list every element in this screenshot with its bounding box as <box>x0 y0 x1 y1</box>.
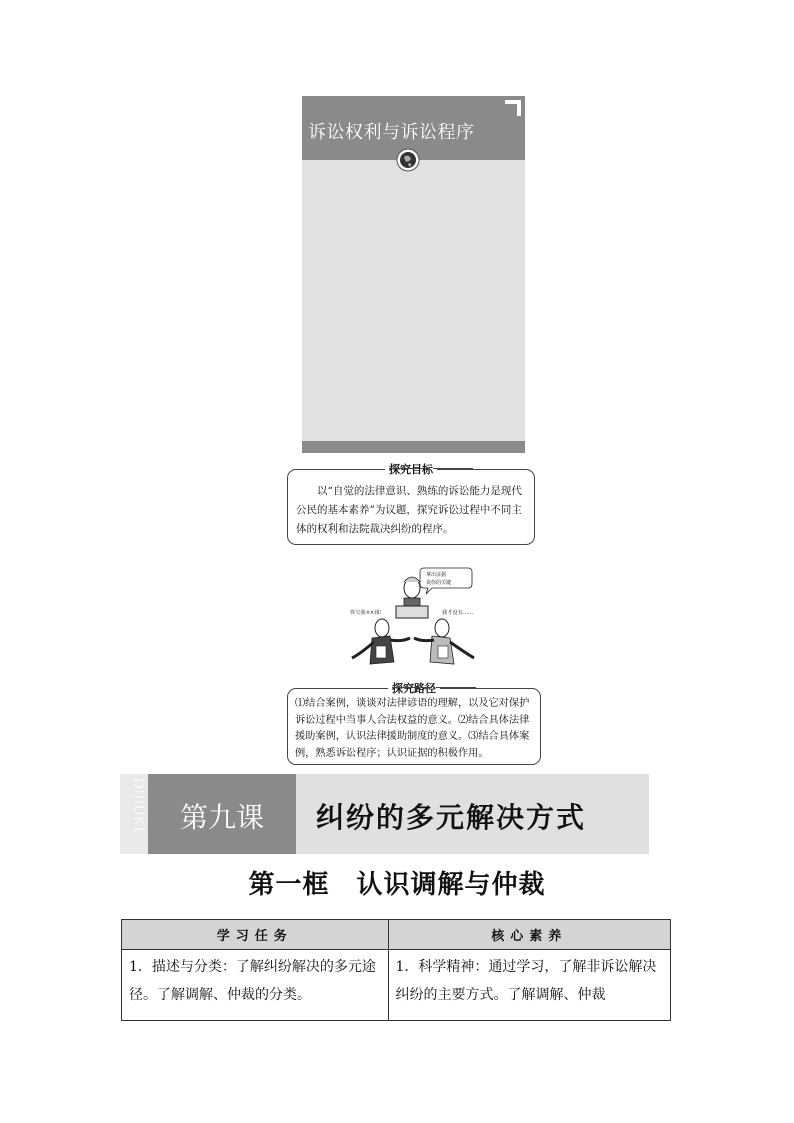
header-learning-task: 学习任务 <box>122 920 389 950</box>
inquiry-goal-text: 以“自觉的法律意识、熟练的诉讼能力是现代公民的基本素养”为议题，探究诉讼过程中不同主体的权利和法院裁决纠纷的程序。 <box>296 485 522 535</box>
inquiry-path-label: 探究路径 <box>388 680 440 696</box>
banner-side-strip <box>120 774 148 854</box>
court-cartoon-illustration <box>346 566 478 676</box>
learning-goals-table <box>121 919 671 1021</box>
corner-mark-icon <box>505 100 521 116</box>
speech-left: 你欠我××钱！ <box>350 610 385 616</box>
unit-cover <box>302 96 525 453</box>
lesson-number: 第九课 <box>179 801 264 834</box>
inquiry-goal-label: 探究目标 <box>385 461 437 477</box>
lesson-number-tag <box>148 774 296 854</box>
svg-text:说你的关键: 说你的关键 <box>426 580 452 586</box>
inquiry-path-box <box>287 682 541 765</box>
inquiry-path-text: ⑴结合案例，谈谈对法律谚语的理解，以及它对保护诉讼过程中当事人合法权益的意义。⑵结合具体法律援助案例，认识法律援助制度的意义。⑶结合具体案例，熟悉诉讼程序；认识证据的积极作用。 <box>295 698 530 759</box>
lesson-title: 纠纷的多元解决方式 <box>316 801 587 834</box>
cover-title: 诉讼权利与诉讼程序 <box>308 122 475 143</box>
table-header-row <box>122 920 671 950</box>
table-cell-task: 1．描述与分类：了解纠纷解决的多元途径。了解调解、仲裁的分类。 <box>122 950 389 1021</box>
inquiry-goal-box <box>287 463 535 545</box>
globe-icon <box>396 148 420 172</box>
table-cell-literacy: 1．科学精神：通过学习，了解非诉讼解决纠纷的主要方式。了解调解、仲裁 <box>388 950 670 1021</box>
table-row <box>122 950 671 1021</box>
section-title: 第一框 认识调解与仲裁 <box>248 870 546 900</box>
svg-text:拿出证据: 拿出证据 <box>426 572 447 578</box>
lesson-banner <box>120 774 649 854</box>
cover-footer-bar <box>302 441 525 453</box>
header-core-literacy: 核心素养 <box>388 920 670 950</box>
speech-right: 我才没有…… <box>442 610 474 616</box>
banner-side-text: DIJIUKE <box>130 778 146 837</box>
